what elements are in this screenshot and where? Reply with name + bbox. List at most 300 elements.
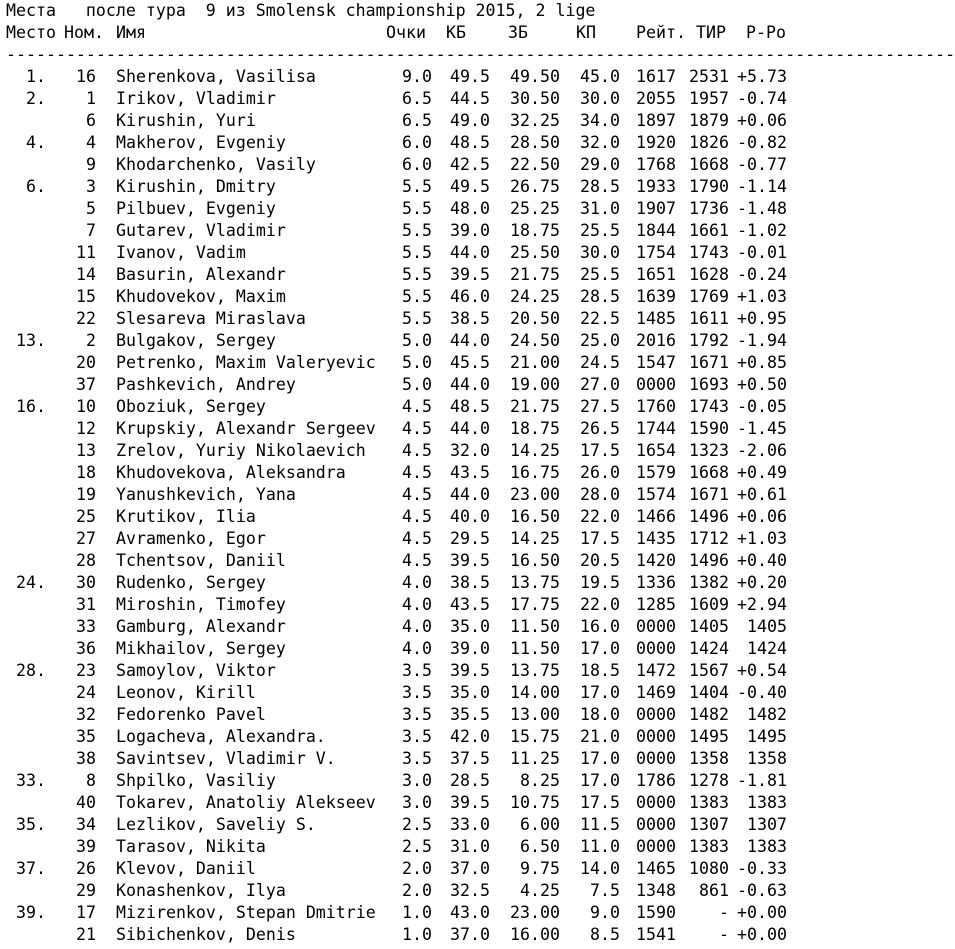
- rating-cell: 1285: [636, 595, 676, 614]
- zb-cell: 23.00: [510, 485, 560, 504]
- number-cell: 39: [76, 837, 96, 856]
- kb-cell: 38.5: [450, 573, 490, 592]
- kb-cell: 49.5: [450, 177, 490, 196]
- kb-cell: 48.5: [450, 397, 490, 416]
- points-cell: 4.5: [402, 419, 432, 438]
- zb-cell: 13.75: [510, 573, 560, 592]
- table-row: [6, 462, 796, 484]
- number-cell: 25: [76, 507, 96, 526]
- kp-cell: 21.0: [580, 727, 620, 746]
- rating-change-cell: +0.61: [737, 485, 787, 504]
- kb-cell: 46.0: [450, 287, 490, 306]
- points-cell: 2.5: [402, 837, 432, 856]
- points-cell: 4.0: [402, 617, 432, 636]
- zb-cell: 13.75: [510, 661, 560, 680]
- rating-cell: 1639: [636, 287, 676, 306]
- zb-cell: 17.75: [510, 595, 560, 614]
- place-cell: 6.: [26, 177, 46, 196]
- number-cell: 11: [76, 243, 96, 262]
- tir-cell: 1405: [689, 617, 729, 636]
- rating-cell: 1844: [636, 221, 676, 240]
- table-row: [6, 220, 796, 242]
- tir-cell: 1879: [689, 111, 729, 130]
- kp-cell: 31.0: [580, 199, 620, 218]
- player-name-cell: Sibichenkov, Denis: [116, 925, 296, 944]
- tir-cell: 1404: [689, 683, 729, 702]
- header-rating: Рейт.: [636, 23, 686, 42]
- tir-cell: 1495: [689, 727, 729, 746]
- tir-cell: 1611: [689, 309, 729, 328]
- player-name-cell: Tchentsov, Daniil: [116, 551, 286, 570]
- rating-cell: 1435: [636, 529, 676, 548]
- rating-cell: 1617: [636, 67, 676, 86]
- tir-cell: 1712: [689, 529, 729, 548]
- number-cell: 4: [86, 133, 96, 152]
- rating-cell: 0000: [636, 617, 676, 636]
- table-row: [6, 396, 796, 418]
- tir-cell: -: [719, 903, 729, 922]
- separator-line: -----------------------------------------------------------------------------------------------: [6, 45, 955, 64]
- tir-cell: 1736: [689, 199, 729, 218]
- kb-cell: 49.0: [450, 111, 490, 130]
- zb-cell: 18.75: [510, 419, 560, 438]
- rating-cell: 0000: [636, 705, 676, 724]
- points-cell: 5.0: [402, 331, 432, 350]
- table-row: [6, 726, 796, 748]
- player-name-cell: Oboziuk, Sergey: [116, 397, 266, 416]
- table-row: [6, 572, 796, 594]
- rating-change-cell: -1.14: [737, 177, 787, 196]
- rating-cell: 0000: [636, 749, 676, 768]
- table-row: [6, 308, 796, 330]
- kp-cell: 17.0: [580, 749, 620, 768]
- points-cell: 3.5: [402, 727, 432, 746]
- points-cell: 3.5: [402, 705, 432, 724]
- tir-cell: 1482: [689, 705, 729, 724]
- table-row: [6, 484, 796, 506]
- rating-cell: 1541: [636, 925, 676, 944]
- header-points: Очки: [386, 23, 426, 42]
- kp-cell: 18.0: [580, 705, 620, 724]
- number-cell: 6: [86, 111, 96, 130]
- kp-cell: 34.0: [580, 111, 620, 130]
- tir-cell: 1671: [689, 485, 729, 504]
- kb-cell: 42.0: [450, 727, 490, 746]
- number-cell: 9: [86, 155, 96, 174]
- player-name-cell: Miroshin, Timofey: [116, 595, 286, 614]
- kb-cell: 48.0: [450, 199, 490, 218]
- tir-cell: 1496: [689, 507, 729, 526]
- kb-cell: 31.0: [450, 837, 490, 856]
- player-name-cell: Krupskiy, Alexandr Sergeev: [116, 419, 376, 438]
- points-cell: 4.5: [402, 397, 432, 416]
- tir-cell: 1661: [689, 221, 729, 240]
- tir-cell: 1668: [689, 463, 729, 482]
- tir-cell: 2531: [689, 67, 729, 86]
- kb-cell: 44.0: [450, 485, 490, 504]
- rating-cell: 0000: [636, 727, 676, 746]
- number-cell: 7: [86, 221, 96, 240]
- zb-cell: 49.50: [510, 67, 560, 86]
- points-cell: 1.0: [402, 925, 432, 944]
- player-name-cell: Petrenko, Maxim Valeryevic: [116, 353, 376, 372]
- rating-change-cell: -1.02: [737, 221, 787, 240]
- table-row: [6, 924, 796, 946]
- standings-report: [6, 0, 955, 946]
- tir-cell: 1424: [689, 639, 729, 658]
- kb-cell: 32.0: [450, 441, 490, 460]
- place-cell: 13.: [16, 331, 46, 350]
- kb-cell: 39.5: [450, 661, 490, 680]
- rating-change-cell: -0.05: [737, 397, 787, 416]
- table-row: [6, 132, 796, 154]
- tir-cell: 1668: [689, 155, 729, 174]
- kp-cell: 22.5: [580, 309, 620, 328]
- number-cell: 32: [76, 705, 96, 724]
- zb-cell: 18.75: [510, 221, 560, 240]
- kp-cell: 25.0: [580, 331, 620, 350]
- rating-change-cell: +0.00: [737, 925, 787, 944]
- rating-change-cell: 1358: [747, 749, 787, 768]
- header-kb: КБ: [446, 23, 466, 42]
- player-name-cell: Lezlikov, Saveliy S.: [116, 815, 316, 834]
- tir-cell: 1769: [689, 287, 729, 306]
- zb-cell: 15.75: [510, 727, 560, 746]
- rating-change-cell: 1307: [747, 815, 787, 834]
- zb-cell: 9.75: [520, 859, 560, 878]
- tir-cell: 1383: [689, 793, 729, 812]
- zb-cell: 11.50: [510, 617, 560, 636]
- rating-cell: 1786: [636, 771, 676, 790]
- kp-cell: 25.5: [580, 221, 620, 240]
- player-name-cell: Pilbuev, Evgeniy: [116, 199, 276, 218]
- player-name-cell: Makherov, Evgeniy: [116, 133, 286, 152]
- tir-cell: 1358: [689, 749, 729, 768]
- place-cell: 4.: [26, 133, 46, 152]
- kp-cell: 18.5: [580, 661, 620, 680]
- kb-cell: 35.0: [450, 617, 490, 636]
- number-cell: 10: [76, 397, 96, 416]
- rating-cell: 0000: [636, 639, 676, 658]
- tir-cell: 1609: [689, 595, 729, 614]
- zb-cell: 32.25: [510, 111, 560, 130]
- rating-cell: 1768: [636, 155, 676, 174]
- rating-cell: 0000: [636, 815, 676, 834]
- tir-cell: 1307: [689, 815, 729, 834]
- number-cell: 33: [76, 617, 96, 636]
- kp-cell: 45.0: [580, 67, 620, 86]
- points-cell: 3.0: [402, 771, 432, 790]
- table-row: [6, 352, 796, 374]
- place-cell: 39.: [16, 903, 46, 922]
- kb-cell: 44.5: [450, 89, 490, 108]
- tir-cell: 1383: [689, 837, 729, 856]
- number-cell: 38: [76, 749, 96, 768]
- points-cell: 6.5: [402, 111, 432, 130]
- kb-cell: 39.5: [450, 265, 490, 284]
- table-row: [6, 638, 796, 660]
- points-cell: 4.5: [402, 441, 432, 460]
- rating-change-cell: -2.06: [737, 441, 787, 460]
- kb-cell: 49.5: [450, 67, 490, 86]
- points-cell: 2.0: [402, 881, 432, 900]
- kp-cell: 17.5: [580, 529, 620, 548]
- place-cell: 16.: [16, 397, 46, 416]
- table-row: [6, 242, 796, 264]
- zb-cell: 19.00: [510, 375, 560, 394]
- zb-cell: 22.50: [510, 155, 560, 174]
- rating-cell: 0000: [636, 375, 676, 394]
- kp-cell: 11.5: [580, 815, 620, 834]
- table-row: [6, 66, 796, 88]
- rating-change-cell: 1383: [747, 837, 787, 856]
- tir-cell: 1278: [689, 771, 729, 790]
- report-title: Места после тура 9 из Smolensk championship 2015, 2 lige: [6, 1, 596, 20]
- kp-cell: 27.5: [580, 397, 620, 416]
- player-name-cell: Slesareva Miraslava: [116, 309, 306, 328]
- kp-cell: 17.0: [580, 771, 620, 790]
- kp-cell: 22.0: [580, 595, 620, 614]
- rating-change-cell: 1383: [747, 793, 787, 812]
- zb-cell: 21.00: [510, 353, 560, 372]
- kb-cell: 40.0: [450, 507, 490, 526]
- zb-cell: 28.50: [510, 133, 560, 152]
- kb-cell: 37.5: [450, 749, 490, 768]
- player-name-cell: Krutikov, Ilia: [116, 507, 256, 526]
- kp-cell: 8.5: [590, 925, 620, 944]
- zb-cell: 11.50: [510, 639, 560, 658]
- rating-change-cell: -0.74: [737, 89, 787, 108]
- points-cell: 4.5: [402, 463, 432, 482]
- number-cell: 34: [76, 815, 96, 834]
- kb-cell: 43.0: [450, 903, 490, 922]
- tir-cell: 1628: [689, 265, 729, 284]
- zb-cell: 11.25: [510, 749, 560, 768]
- table-row: [6, 264, 796, 286]
- kb-cell: 39.5: [450, 551, 490, 570]
- rating-cell: 2055: [636, 89, 676, 108]
- zb-cell: 20.50: [510, 309, 560, 328]
- zb-cell: 14.25: [510, 529, 560, 548]
- kb-cell: 44.0: [450, 419, 490, 438]
- number-cell: 27: [76, 529, 96, 548]
- points-cell: 2.5: [402, 815, 432, 834]
- table-row: [6, 792, 796, 814]
- tir-cell: -: [719, 925, 729, 944]
- player-name-cell: Irikov, Vladimir: [116, 89, 276, 108]
- table-row: [6, 154, 796, 176]
- header-row: [6, 22, 796, 44]
- rating-change-cell: 1405: [747, 617, 787, 636]
- kp-cell: 26.5: [580, 419, 620, 438]
- player-name-cell: Pashkevich, Andrey: [116, 375, 296, 394]
- kb-cell: 35.5: [450, 705, 490, 724]
- points-cell: 6.0: [402, 155, 432, 174]
- kp-cell: 24.5: [580, 353, 620, 372]
- zb-cell: 21.75: [510, 265, 560, 284]
- kb-cell: 48.5: [450, 133, 490, 152]
- kb-cell: 45.5: [450, 353, 490, 372]
- player-name-cell: Basurin, Alexandr: [116, 265, 286, 284]
- points-cell: 4.0: [402, 639, 432, 658]
- rating-cell: 1907: [636, 199, 676, 218]
- table-row: [6, 506, 796, 528]
- zb-cell: 26.75: [510, 177, 560, 196]
- kb-cell: 29.5: [450, 529, 490, 548]
- tir-cell: 1382: [689, 573, 729, 592]
- player-name-cell: Sherenkova, Vasilisa: [116, 67, 316, 86]
- rating-change-cell: +0.06: [737, 507, 787, 526]
- tir-cell: 1323: [689, 441, 729, 460]
- kp-cell: 28.0: [580, 485, 620, 504]
- kp-cell: 28.5: [580, 287, 620, 306]
- player-name-cell: Tokarev, Anatoliy Alekseev: [116, 793, 376, 812]
- player-name-cell: Mizirenkov, Stepan Dmitrie: [116, 903, 376, 922]
- zb-cell: 14.25: [510, 441, 560, 460]
- points-cell: 4.0: [402, 595, 432, 614]
- points-cell: 1.0: [402, 903, 432, 922]
- zb-cell: 24.50: [510, 331, 560, 350]
- standings-rows: [6, 66, 796, 946]
- kp-cell: 20.5: [580, 551, 620, 570]
- kp-cell: 25.5: [580, 265, 620, 284]
- tir-cell: 1496: [689, 551, 729, 570]
- rating-change-cell: -1.48: [737, 199, 787, 218]
- points-cell: 3.0: [402, 793, 432, 812]
- points-cell: 4.5: [402, 551, 432, 570]
- header-name: Имя: [116, 23, 146, 42]
- number-cell: 2: [86, 331, 96, 350]
- player-name-cell: Gutarev, Vladimir: [116, 221, 286, 240]
- rating-change-cell: +0.20: [737, 573, 787, 592]
- rating-cell: 1590: [636, 903, 676, 922]
- kp-cell: 7.5: [590, 881, 620, 900]
- rating-cell: 1744: [636, 419, 676, 438]
- points-cell: 4.0: [402, 573, 432, 592]
- zb-cell: 16.00: [510, 925, 560, 944]
- kb-cell: 38.5: [450, 309, 490, 328]
- kb-cell: 42.5: [450, 155, 490, 174]
- tir-cell: 1590: [689, 419, 729, 438]
- header-num: Ном.: [64, 23, 104, 42]
- rating-change-cell: -1.81: [737, 771, 787, 790]
- rating-change-cell: -0.82: [737, 133, 787, 152]
- rating-change-cell: +0.50: [737, 375, 787, 394]
- table-row: [6, 550, 796, 572]
- rating-cell: 1654: [636, 441, 676, 460]
- points-cell: 4.5: [402, 507, 432, 526]
- player-name-cell: Tarasov, Nikita: [116, 837, 266, 856]
- table-row: [6, 704, 796, 726]
- table-row: [6, 594, 796, 616]
- number-cell: 5: [86, 199, 96, 218]
- number-cell: 36: [76, 639, 96, 658]
- rating-change-cell: -0.33: [737, 859, 787, 878]
- player-name-cell: Rudenko, Sergey: [116, 573, 266, 592]
- rating-cell: 0000: [636, 837, 676, 856]
- kp-cell: 29.0: [580, 155, 620, 174]
- player-name-cell: Ivanov, Vadim: [116, 243, 246, 262]
- header-tir: ТИР: [696, 23, 726, 42]
- kp-cell: 14.0: [580, 859, 620, 878]
- kb-cell: 37.0: [450, 925, 490, 944]
- rating-cell: 1760: [636, 397, 676, 416]
- player-name-cell: Klevov, Daniil: [116, 859, 256, 878]
- tir-cell: 1790: [689, 177, 729, 196]
- points-cell: 2.0: [402, 859, 432, 878]
- table-row: [6, 814, 796, 836]
- number-cell: 31: [76, 595, 96, 614]
- table-row: [6, 88, 796, 110]
- rating-cell: 1754: [636, 243, 676, 262]
- points-cell: 5.0: [402, 353, 432, 372]
- table-row: [6, 110, 796, 132]
- table-row: [6, 440, 796, 462]
- tir-cell: 1567: [689, 661, 729, 680]
- number-cell: 21: [76, 925, 96, 944]
- rating-change-cell: +0.54: [737, 661, 787, 680]
- zb-cell: 16.75: [510, 463, 560, 482]
- zb-cell: 14.00: [510, 683, 560, 702]
- rating-change-cell: 1482: [747, 705, 787, 724]
- number-cell: 22: [76, 309, 96, 328]
- number-cell: 17: [76, 903, 96, 922]
- player-name-cell: Khudovekov, Maxim: [116, 287, 286, 306]
- table-row: [6, 198, 796, 220]
- kb-cell: 39.5: [450, 793, 490, 812]
- points-cell: 5.0: [402, 375, 432, 394]
- kb-cell: 39.0: [450, 221, 490, 240]
- kb-cell: 28.5: [450, 771, 490, 790]
- tir-cell: 1826: [689, 133, 729, 152]
- zb-cell: 16.50: [510, 551, 560, 570]
- table-row: [6, 902, 796, 924]
- table-row: [6, 616, 796, 638]
- tir-cell: 861: [699, 881, 729, 900]
- number-cell: 23: [76, 661, 96, 680]
- header-rro: Р-Ро: [746, 23, 786, 42]
- header-zb: ЗБ: [508, 23, 528, 42]
- kp-cell: 16.0: [580, 617, 620, 636]
- rating-cell: 1579: [636, 463, 676, 482]
- zb-cell: 30.50: [510, 89, 560, 108]
- rating-cell: 1651: [636, 265, 676, 284]
- kp-cell: 17.5: [580, 793, 620, 812]
- rating-change-cell: +0.06: [737, 111, 787, 130]
- zb-cell: 6.00: [520, 815, 560, 834]
- table-row: [6, 880, 796, 902]
- tir-cell: 1693: [689, 375, 729, 394]
- player-name-cell: Khudovekova, Aleksandra: [116, 463, 346, 482]
- rating-cell: 1420: [636, 551, 676, 570]
- place-cell: 28.: [16, 661, 46, 680]
- number-cell: 29: [76, 881, 96, 900]
- player-name-cell: Bulgakov, Sergey: [116, 331, 276, 350]
- place-cell: 33.: [16, 771, 46, 790]
- rating-change-cell: +1.03: [737, 287, 787, 306]
- points-cell: 5.5: [402, 199, 432, 218]
- zb-cell: 21.75: [510, 397, 560, 416]
- zb-cell: 25.50: [510, 243, 560, 262]
- kb-cell: 44.0: [450, 331, 490, 350]
- kb-cell: 39.0: [450, 639, 490, 658]
- zb-cell: 13.00: [510, 705, 560, 724]
- number-cell: 26: [76, 859, 96, 878]
- player-name-cell: Yanushkevich, Yana: [116, 485, 296, 504]
- kb-cell: 43.5: [450, 463, 490, 482]
- rating-change-cell: +0.40: [737, 551, 787, 570]
- header-place: Место: [6, 23, 56, 42]
